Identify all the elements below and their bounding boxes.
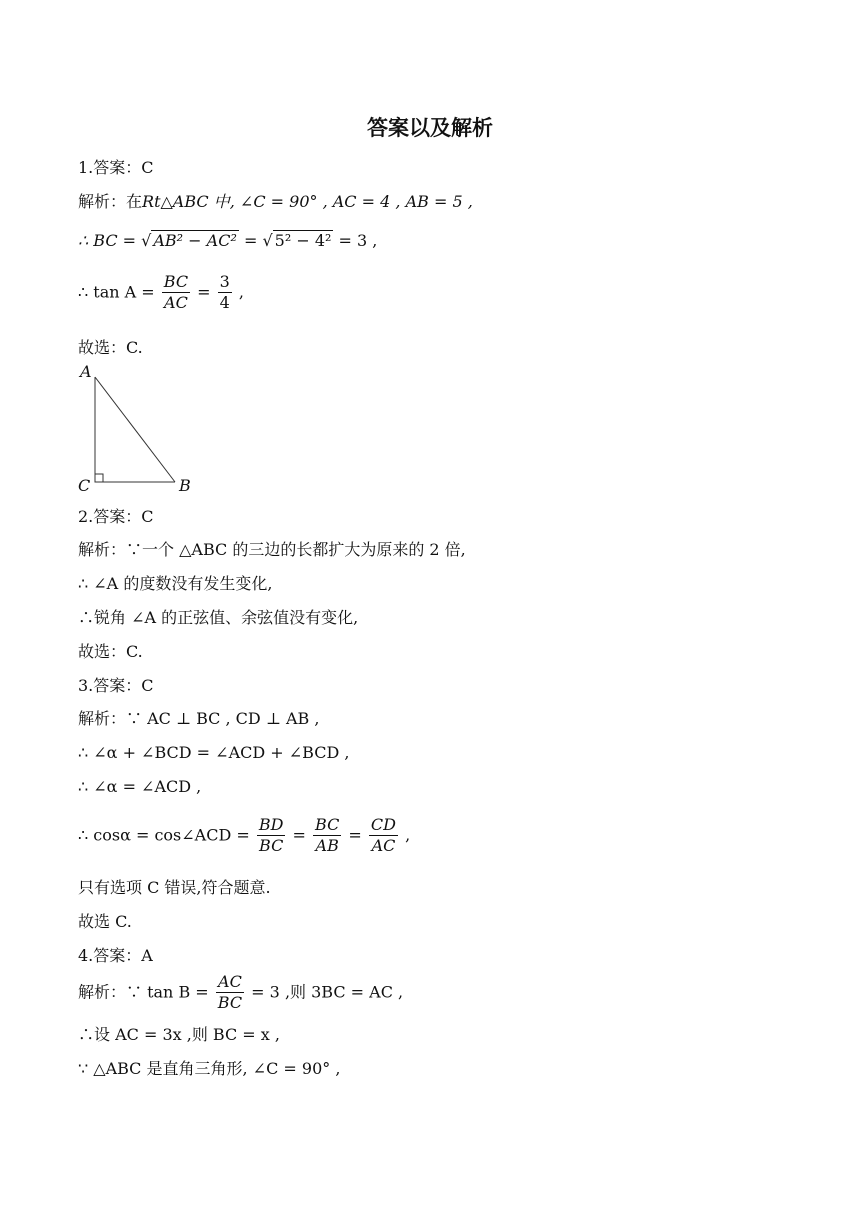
q1-answer: 1.答案：C (78, 158, 154, 177)
triangle-diagram (76, 360, 206, 495)
q3-line1: 解析：∵ AC ⊥ BC , CD ⊥ AB , (78, 709, 320, 728)
q2-choose: 故选：C. (78, 642, 143, 661)
label-b: B (179, 476, 191, 495)
q2-line3: ∴锐角 ∠A 的正弦值、余弦值没有变化, (78, 608, 359, 627)
fraction-ac-bc: $\frac{AC}{BC}$ (217, 972, 243, 1012)
q1-choose: 故选：C. (78, 338, 143, 357)
q3-cos-line: ∴ cosα = cos∠ACD = $\frac{BD}{BC}$ = $\frac{BC}{AB}$ = $\frac{CD}{AC}$ , (78, 815, 411, 855)
q3-line2: ∴ ∠α + ∠BCD = ∠ACD + ∠BCD , (78, 743, 350, 762)
q4-answer: 4.答案：A (78, 946, 153, 965)
side-ab (95, 377, 175, 482)
q1-bc-line: ∴ BC = √ AB² − AC² = √ 5² − 4² = 3 , (78, 231, 378, 250)
label-c: C (78, 476, 91, 495)
q3-line5: 只有选项 C 错误,符合题意. (78, 878, 271, 897)
q4-line2: ∴设 AC = 3x ,则 BC = x , (78, 1025, 280, 1044)
q3-choose: 故选 C. (78, 912, 132, 931)
fraction-bc-ac: $\frac{BC}{AC}$ (163, 272, 189, 312)
label-a: A (80, 362, 92, 381)
q2-answer: 2.答案：C (78, 507, 154, 526)
q4-tan-line: 解析：∵ tan B = $\frac{AC}{BC}$ = 3 ,则 3BC = AC , (78, 972, 404, 1012)
q4-line3: ∵ △ABC 是直角三角形, ∠C = 90° , (78, 1059, 341, 1078)
fraction-bd-bc: $\frac{BD}{BC}$ (258, 815, 284, 855)
q1-tan-line: ∴ tan A = $\frac{BC}{AC}$ = $\frac{3}{4}$ , (78, 272, 244, 312)
q3-line3: ∴ ∠α = ∠ACD , (78, 777, 202, 796)
fraction-3-4: $\frac{3}{4}$ (219, 272, 230, 312)
q2-line1: 解析：∵一个 △ABC 的三边的长都扩大为原来的 2 倍, (78, 540, 466, 559)
fraction-bc-ab: $\frac{BC}{AB}$ (315, 815, 340, 855)
q1-analysis: 解析：在Rt△ABC 中, ∠C = 90° , AC = 4 , AB = 5 , (78, 192, 473, 211)
q3-answer: 3.答案：C (78, 676, 154, 695)
page-title: 答案以及解析 (367, 116, 493, 140)
triangle-figure (76, 360, 206, 499)
fraction-cd-ac: $\frac{CD}{AC}$ (370, 815, 396, 855)
right-angle-mark (95, 474, 103, 482)
q2-line2: ∴ ∠A 的度数没有发生变化, (78, 574, 273, 593)
